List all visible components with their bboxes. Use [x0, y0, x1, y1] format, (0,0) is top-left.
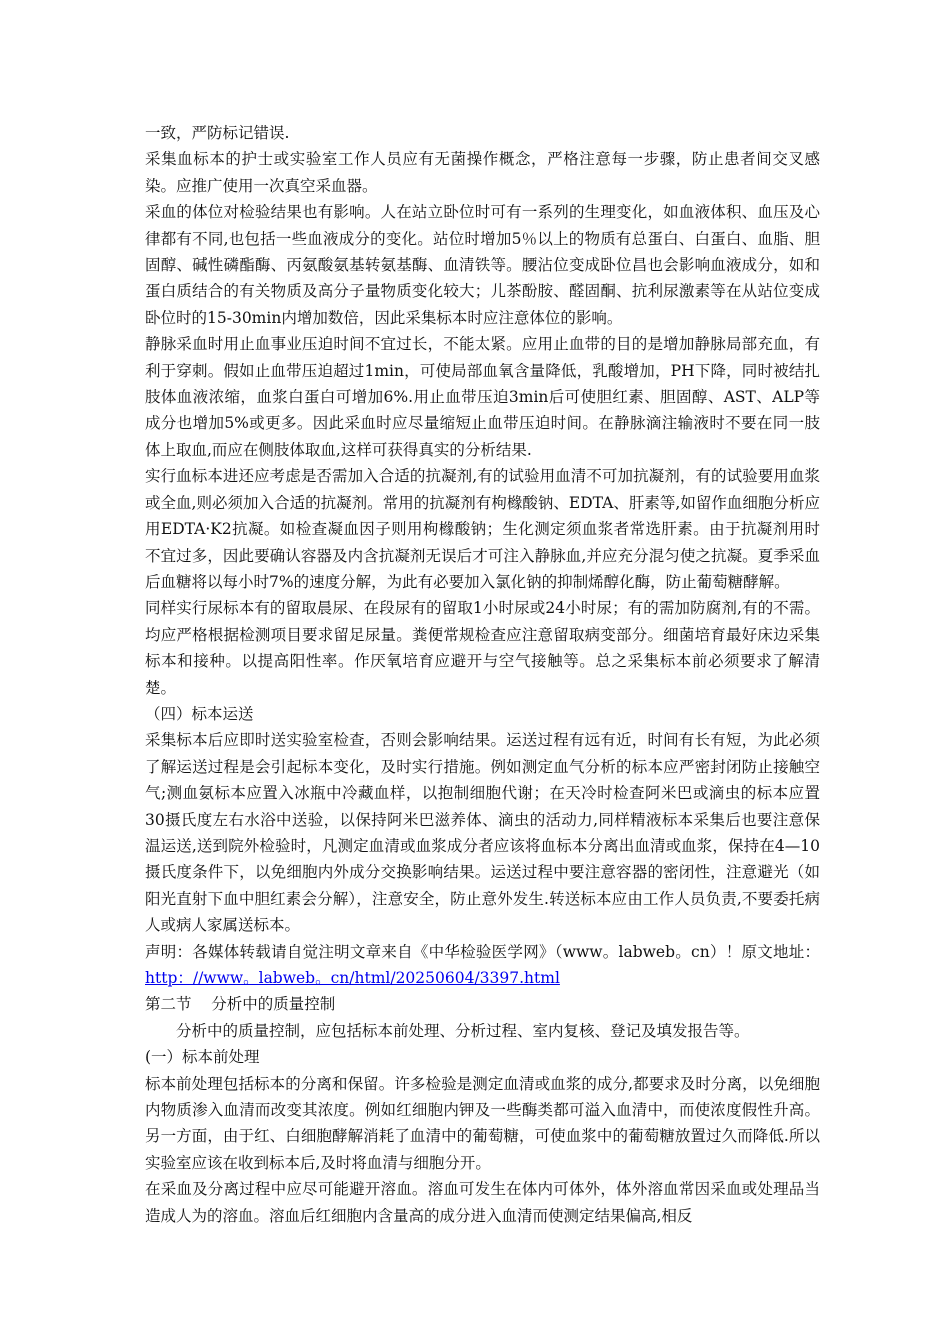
section-heading: 第二节 分析中的质量控制 — [145, 995, 336, 1014]
notice-paragraph — [145, 939, 820, 992]
section-intro: 分析中的质量控制，应包括标本前处理、分析过程、室内复核、登记及填发报告等。 — [176, 1021, 750, 1040]
paragraph-anticoagulant: 实行血标本进还应考虑是否需加入合适的抗凝剂,有的试验用血清不可加抗凝剂，有的试验要用血浆或全血,则必须加入合适的抗凝剂。常用的抗凝剂有枸橼酸钠、EDTA、肝素等,如留作血细胞分析应用EDTA·K2抗凝。如检查凝血因子则用枸橼酸钠；生化测定须血浆者常选肝素。由于抗凝剂用时不宜过多，因此要确认容器及内含抗凝剂无误后才可注入静脉血,并应充分混匀使之抗凝。夏季采血后血糖将以每小时7%的速度分解，为此有必要加入氯化钠的抑制烯醇化酶，防止葡萄糖酵解。 — [145, 467, 820, 591]
paragraph-tourniquet: 静脉采血时用止血事业压迫时间不宜过长，不能太紧。应用止血带的目的是增加静脉局部充血，有利于穿刺。假如止血带压迫超过1min，可使局部血氧含量降低，乳酸增加，PH下降，同时被结扎肢体血液浓缩，血浆白蛋白可增加6%.用止血带压迫3min后可使胆红素、胆固醇、AST、ALP等成分也增加5%或更多。因此采血时应尽量缩短止血带压迫时间。在静脉滴注输液时不要在同一肢体上取血,而应在侧肢体取血,这样可获得真实的分析结果. — [145, 335, 820, 459]
notice-text: 声明：各媒体转载请自觉注明文章来自《中华检验医学网》（www。labweb。cn）！原文地址： — [145, 942, 820, 961]
paragraph-aseptic: 采集血标本的护士或实验室工作人员应有无菌操作概念，严格注意每一步骤，防止患者间交叉感染。应推广使用一次真空采血器。 — [145, 150, 820, 195]
paragraph-transport: 采集标本后应即时送实验室检查，否则会影响结果。运送过程有远有近，时间有长有短，为此必须了解运送过程是会引起标本变化，及时实行措施。例如测定血气分析的标本应严密封闭防止接触空气;测血氨标本应置入冰瓶中冷藏血样，以抱制细胞代谢；在天冷时检查阿米巴或滴虫的标本应置30摄氏度左右水浴中送验，以保持阿米巴滋养体、滴虫的活动力,同样精液标本采集后也要注意保温运送,送到院外检验时，凡测定血清或血浆成分者应该将血标本分离出血清或血浆，保持在4—10摄氏度条件下，以免细胞内外成分交换影响结果。运送过程中要注意容器的密闭性，注意避光（如阳光直射下血中胆红素会分解），注意安全，防止意外发生.转送标本应由工作人员负责,不要委托病人或病人家属送标本。 — [145, 731, 820, 935]
subheading-transport: （四）标本运送 — [145, 704, 254, 723]
subheading-pretreatment: (一）标本前处理 — [145, 1048, 260, 1067]
paragraph-hemolysis: 在采血及分离过程中应尽可能避开溶血。溶血可发生在体内可体外，体外溶血常因采血或处理品当造成人为的溶血。溶血后红细胞内含量高的成分进入血清而使测定结果偏高,相反 — [145, 1180, 820, 1225]
source-link[interactable]: http：//www。labweb。cn/html/20250604/3397.html — [145, 969, 560, 987]
paragraph-body-position: 采血的体位对检验结果也有影响。人在站立卧位时可有一系列的生理变化，如血液体积、血压及心律都有不同,也包括一些血液成分的变化。站位时增加5％以上的物质有总蛋白、白蛋白、血脂、胆固醇、碱性磷酯酶、丙氨酸氨基转氨基酶、血清铁等。腰沾位变成卧位昌也会影响血液成分，如和蛋白质结合的有关物质及高分子量物质变化较大；儿茶酚胺、醛固酮、抗利尿激素等在从站位变成卧位时的15-30min内增加数倍，因此采集标本时应注意体位的影响。 — [145, 203, 820, 327]
document-page — [145, 120, 820, 1229]
paragraph-urine: 同样实行尿标本有的留取晨尿、在段尿有的留取1小时尿或24小时尿；有的需加防腐剂,有的不需。均应严格根据检测项目要求留足尿量。粪便常规检查应注意留取病变部分。细菌培育最好床边采集标本和接种。以提高阳性率。作厌氧培育应避开与空气接触等。总之采集标本前必须要求了解清楚。 — [145, 599, 820, 697]
paragraph-pretreatment: 标本前处理包括标本的分离和保留。许多检验是测定血清或血浆的成分,都要求及时分离，以免细胞内物质渗入血清而改变其浓度。例如红细胞内钾及一些酶类都可溢入血清中，而使浓度假性升高。另一方面，由于红、白细胞酵解消耗了血清中的葡萄糖，可使血浆中的葡萄糖放置过久而降低.所以实验室应该在收到标本后,及时将血清与细胞分开。 — [145, 1074, 820, 1172]
paragraph-continuation: 一致，严防标记错误. — [145, 124, 290, 142]
